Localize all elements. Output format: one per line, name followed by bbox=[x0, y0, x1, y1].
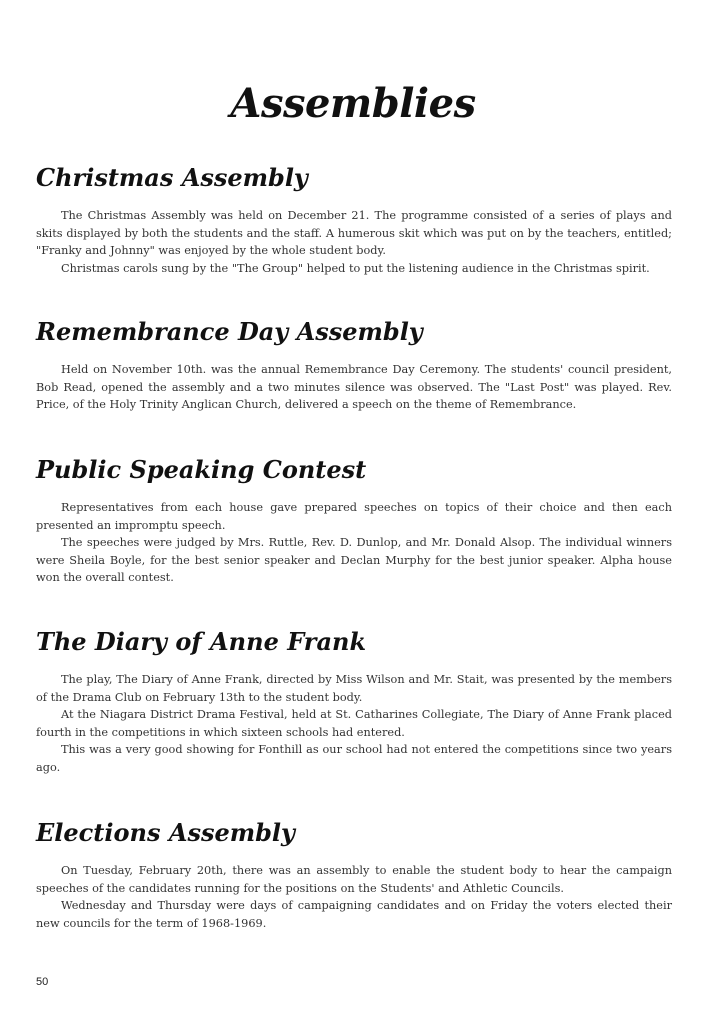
paragraph: The speeches were judged by Mrs. Ruttle, Rev. D. Dunlop, and Mr. Donald Alsop. The individual winners were Sheila Boyle, for the best senior speaker and Declan Murphy for the best junior speaker. Alpha house won the overall contest. bbox=[36, 536, 672, 584]
section-heading: Christmas Assembly bbox=[36, 163, 308, 192]
paragraph: On Tuesday, February 20th, there was an assembly to enable the student body to hear the campaign speeches of the candidates running for the positions on the Students' and Athletic Councils. bbox=[36, 864, 672, 895]
paragraph: The Christmas Assembly was held on December 21. The programme consisted of a series of plays and skits displayed by both the students and the staff. A humerous skit which was put on by the teachers, entitled; "Franky and Johnny" was enjoyed by the whole student body. bbox=[36, 209, 672, 257]
section-diary-of-anne-frank bbox=[36, 627, 672, 776]
paragraph: Christmas carols sung by the "The Group" helped to put the listening audience in the Christmas spirit. bbox=[61, 261, 650, 275]
page-number: 50 bbox=[36, 976, 49, 988]
paragraph: Held on November 10th. was the annual Remembrance Day Ceremony. The students' council president, Bob Read, opened the assembly and a two minutes silence was observed. The "Last Post" was played. Rev. Price, of the Holy Trinity Anglican Church, delivered a speech on the theme of Remembrance. bbox=[36, 363, 672, 411]
paragraph: At the Niagara District Drama Festival, held at St. Catharines Collegiate, The Diary of Anne Frank placed fourth in the competitions in which sixteen schools had entered. bbox=[36, 708, 672, 739]
section-heading: Public Speaking Contest bbox=[36, 455, 367, 484]
paragraph: The play, The Diary of Anne Frank, directed by Miss Wilson and Mr. Stait, was presented by the members of the Drama Club on February 13th to the student body. bbox=[36, 673, 672, 704]
paragraph: This was a very good showing for Fonthill as our school had not entered the competitions since two years ago. bbox=[36, 743, 672, 774]
section-public-speaking-contest bbox=[36, 455, 672, 587]
paragraph: Representatives from each house gave prepared speeches on topics of their choice and then each presented an impromptu speech. bbox=[36, 501, 672, 532]
section-remembrance-day-assembly bbox=[36, 317, 672, 414]
section-heading: The Diary of Anne Frank bbox=[36, 627, 367, 656]
section-heading: Remembrance Day Assembly bbox=[36, 317, 423, 346]
section-heading: Elections Assembly bbox=[36, 818, 295, 847]
page-title: Assemblies bbox=[230, 80, 476, 127]
section-christmas-assembly bbox=[36, 163, 672, 277]
section-elections-assembly bbox=[36, 818, 672, 932]
paragraph: Wednesday and Thursday were days of campaigning candidates and on Friday the voters elected their new councils for the term of 1968-1969. bbox=[36, 899, 672, 930]
